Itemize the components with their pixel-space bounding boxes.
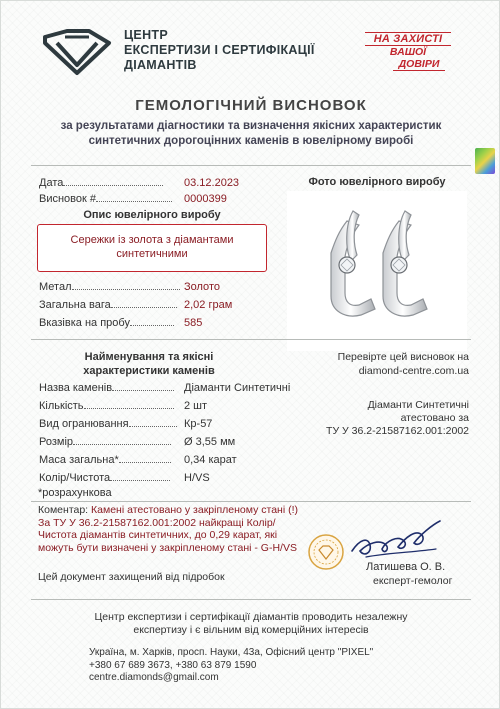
org-name-line: ЦЕНТР <box>124 28 168 42</box>
org-name-line: ДІАМАНТІВ <box>124 58 197 72</box>
stones-heading-line: характеристики каменів <box>83 365 215 377</box>
stamp-line: ВАШОЇ <box>389 46 427 58</box>
disclaimer-line: Центр експертизи і сертифікації діамантів проводить незалежну <box>94 611 408 623</box>
detail-value: 2,02 грам <box>184 299 233 311</box>
hologram-icon <box>475 148 495 174</box>
comment-block <box>38 504 314 554</box>
stone-value: H/VS <box>184 472 210 484</box>
certification-block <box>291 399 469 438</box>
verify-text: Перевірте цей висновок на <box>337 351 469 363</box>
comment-intro: Камені атестовано у закріпленому стані (!) <box>91 504 298 516</box>
stone-size-row <box>39 435 269 449</box>
detail-label: Вказівка на пробу <box>39 317 130 329</box>
expert-title: експерт-гемолог <box>373 575 453 587</box>
stone-name-row <box>39 381 291 395</box>
signature <box>346 515 446 565</box>
divider <box>31 339 471 340</box>
stone-label: Назва каменів <box>39 382 113 394</box>
stone-value: 0,34 карат <box>184 454 237 466</box>
divider <box>31 599 471 600</box>
stones-heading <box>39 350 259 378</box>
earrings-photo <box>287 191 467 351</box>
date-row <box>39 176 269 190</box>
date-label: Дата <box>39 177 64 189</box>
photo-heading: Фото ювелірного виробу <box>308 176 446 188</box>
seal-icon <box>307 533 345 571</box>
divider <box>31 501 471 502</box>
stones-heading-line: Найменування та якісні <box>84 351 214 363</box>
stone-label: Маса загальна* <box>39 454 119 466</box>
stone-cut-row <box>39 417 269 431</box>
document-title: ГЕМОЛОГІЧНИЙ ВИСНОВОК <box>135 97 367 114</box>
weight-row <box>39 298 269 312</box>
verify-link[interactable]: diamond-centre.com.ua <box>358 365 469 377</box>
detail-value: 585 <box>184 317 203 329</box>
document-subtitle <box>31 119 471 149</box>
metal-row <box>39 280 269 294</box>
stone-value: Ø 3,55 мм <box>184 436 236 448</box>
stone-value: Кр-57 <box>184 418 213 430</box>
stone-label: Кількість <box>39 400 84 412</box>
divider <box>31 165 471 166</box>
stamp-line: НА ЗАХИСТІ <box>365 32 451 46</box>
hallmark-row <box>39 316 269 330</box>
comment-label: Коментар: <box>38 504 89 516</box>
subtitle-line: синтетичних дорогоцінних каменів в ювелірному виробі <box>88 135 414 147</box>
stone-label: Вид огранювання <box>39 418 129 430</box>
organization-name <box>124 28 339 73</box>
stone-color-row <box>39 471 269 485</box>
stone-value: Діаманти Синтетичні <box>184 382 291 394</box>
diamond-logo-icon <box>37 27 117 77</box>
number-row <box>39 192 269 206</box>
description-text <box>37 233 267 261</box>
stone-value: 2 шт <box>184 400 208 412</box>
date-value: 03.12.2023 <box>184 177 240 189</box>
certification-line: ТУ У 36.2-21587162.001:2002 <box>326 425 469 437</box>
disclaimer <box>31 611 471 637</box>
detail-label: Загальна вага <box>39 299 111 311</box>
trust-stamp <box>365 32 451 70</box>
stone-count-row <box>39 399 269 413</box>
expert-name: Латишева О. В. <box>366 561 446 573</box>
verify-block <box>291 350 469 378</box>
contacts-block <box>89 647 449 685</box>
subtitle-line: за результатами діагностики та визначення якісних характеристик <box>60 120 442 132</box>
stone-mass-row <box>39 453 269 467</box>
stone-label: Розмір <box>39 436 74 448</box>
org-name-line: ЕКСПЕРТИЗИ І СЕРТИФІКАЦІЇ <box>124 43 315 57</box>
number-label: Висновок # <box>39 193 96 205</box>
description-heading: Опис ювелірного виробу <box>83 209 221 221</box>
comment-text: За ТУ У 36.2-21587162.001:2002 найкращі Колір/Чистота діамантів синтетичних, до 0,29 карат, які можуть бути визначені у закріпленому стані - G-H/VS <box>38 516 297 554</box>
footnote: *розрахункова <box>38 487 112 499</box>
stone-label: Колір/Чистота <box>39 472 111 484</box>
detail-value: Золото <box>184 281 220 293</box>
contact-address: Україна, м. Харків, просп. Науки, 43а, Офісний центр "PIXEL" <box>89 647 374 658</box>
contact-phones: +380 67 689 3673, +380 63 879 1590 <box>89 659 257 671</box>
description-line: Сережки із золота з діамантами <box>70 234 234 246</box>
certification-line: Діаманти Синтетичні <box>367 399 469 411</box>
number-value: 0000399 <box>184 193 227 205</box>
contact-email[interactable]: centre.diamonds@gmail.com <box>89 672 219 683</box>
protection-note: Цей документ захищений від підробок <box>38 571 225 583</box>
stamp-line: ДОВІРИ <box>393 58 445 71</box>
description-line: синтетичними <box>116 248 188 260</box>
certification-line: атестовано за <box>400 412 469 424</box>
disclaimer-line: експертизу і є вільним від комерційних інтересів <box>133 624 369 636</box>
detail-label: Метал <box>39 281 72 293</box>
